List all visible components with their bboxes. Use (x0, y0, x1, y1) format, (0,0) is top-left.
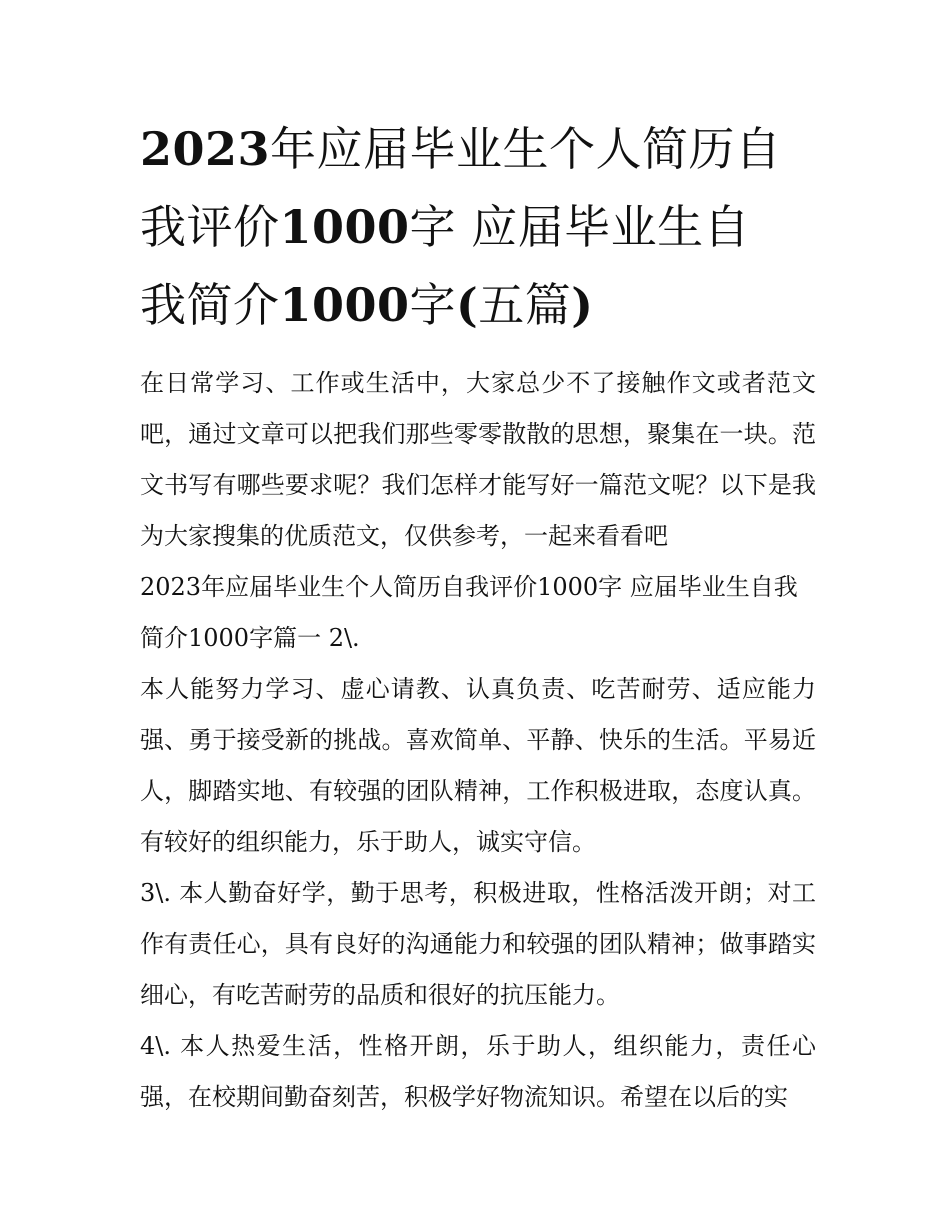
title-line-3-text-b: 字 (409, 278, 457, 332)
title-paren: ( (456, 278, 479, 332)
title-line-2-text-b: 字 应届毕业生自 (409, 200, 751, 254)
title-year: 2023 (140, 122, 271, 176)
title-paren-close: ) (571, 278, 594, 332)
body-paragraph-1: 本人能努力学习、虚心请教、认真负责、吃苦耐劳、适应能力强、勇于接受新的挑战。喜欢简单、平静、快乐的生活。平易近人，脚踏实地、有较强的团队精神，工作积极进取，态度认真。有较好的组织能力，乐于助人，诚实守信。 (140, 675, 816, 856)
body-paragraph-2: 3\. 本人勤奋好学，勤于思考，积极进取，性格活泼开朗；对工作有责任心，具有良好的沟通能力和较强的团队精神；做事踏实细心，有吃苦耐劳的品质和很好的抗压能力。 (140, 879, 816, 1009)
title-line-1 (140, 110, 816, 188)
title-line-2 (140, 188, 816, 266)
document-title (140, 110, 816, 344)
title-line-2-text-a: 我评价 (140, 200, 280, 254)
title-number-2: 1000 (279, 278, 410, 332)
intro-paragraph: 在日常学习、工作或生活中，大家总少不了接触作文或者范文吧，通过文章可以把我们那些零零散散的思想，聚集在一块。范文书写有哪些要求呢？我们怎样才能写好一篇范文呢？以下是我为大家搜集的优质范文，仅供参考，一起来看看吧 (140, 369, 816, 550)
title-line-3-text-a: 我简介 (140, 278, 280, 332)
document-content (140, 110, 816, 1123)
title-line-1-text: 年应届毕业生个人简历自 (270, 122, 782, 176)
body-paragraph-3: 4\. 本人热爱生活，性格开朗，乐于助人，组织能力，责任心强，在校期间勤奋刻苦，积极学好物流知识。希望在以后的实 (140, 1032, 816, 1111)
title-line-3 (140, 266, 816, 344)
title-number-1: 1000 (279, 200, 410, 254)
title-line-3-text-c: 五篇 (478, 278, 572, 332)
section-heading: 2023年应届毕业生个人简历自我评价1000字 应届毕业生自我简介1000字篇一 2\. (140, 573, 798, 652)
